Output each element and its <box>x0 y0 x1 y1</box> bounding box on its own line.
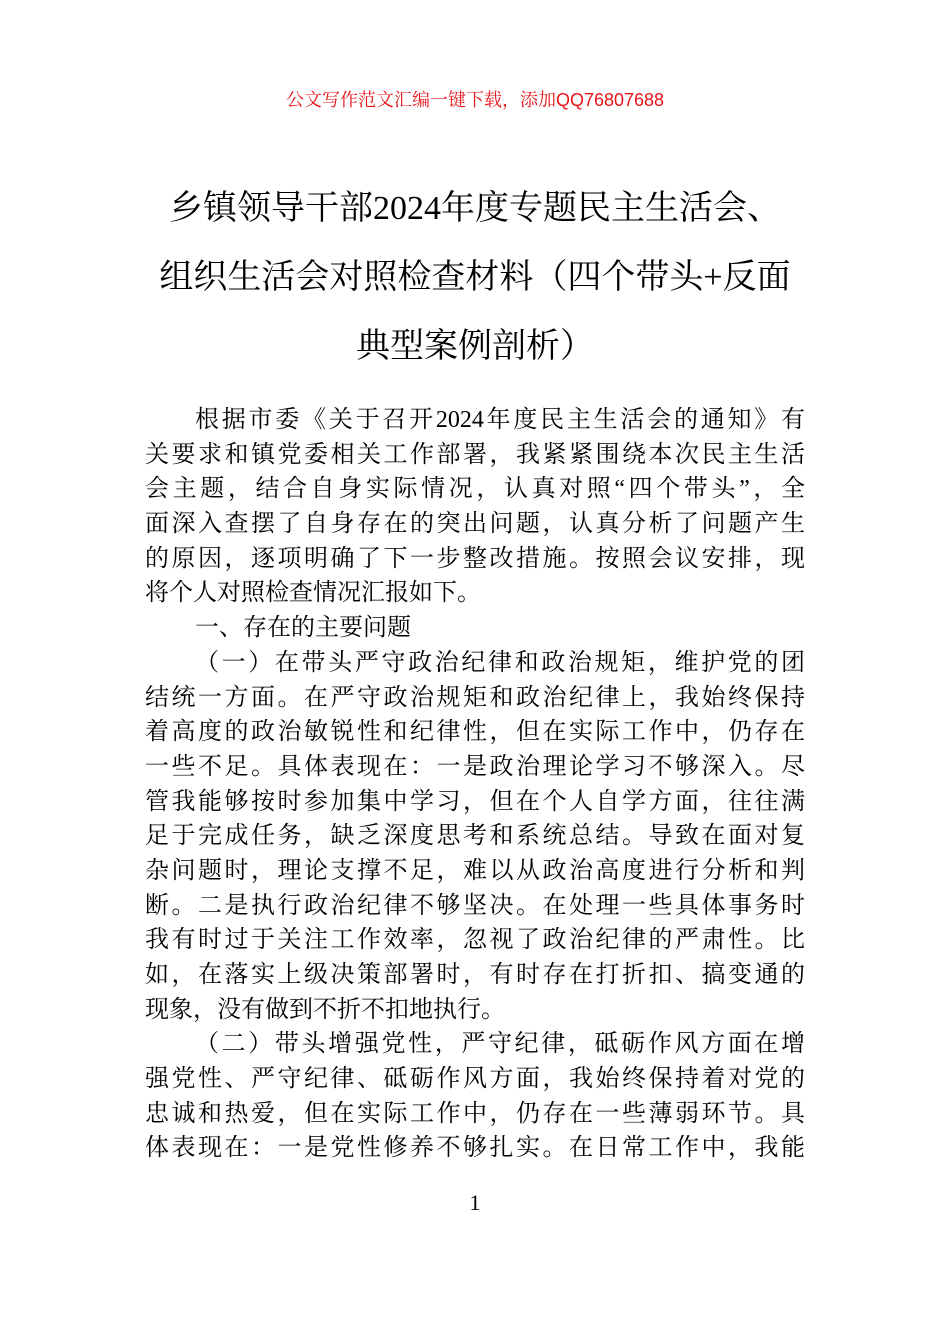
text-line: 面深入查摆了自身存在的突出问题，认真分析了问题产生 <box>145 511 805 538</box>
title-line: 典型案例剖析） <box>356 328 594 365</box>
title-line: 组织生活会对照检查材料（四个带头+反面 <box>159 259 791 296</box>
text-line: 一些不足。具体表现在：一是政治理论学习不够深入。尽 <box>145 753 805 780</box>
paragraph <box>145 1027 805 1166</box>
text-line: 关要求和镇党委相关工作部署，我紧紧围绕本次民主生活 <box>145 441 805 468</box>
text-line: 强党性、严守纪律、砥砺作风方面，我始终保持着对党的 <box>145 1066 805 1093</box>
text-line: 一、存在的主要问题 <box>195 615 411 642</box>
text-line: 断。二是执行政治纪律不够坚决。在处理一些具体事务时 <box>145 892 805 919</box>
text-line: 我有时过于关注工作效率，忽视了政治纪律的严肃性。比 <box>145 927 805 954</box>
text-line: 足于完成任务，缺乏深度思考和系统总结。导致在面对复 <box>145 823 805 850</box>
title-line: 乡镇领导干部2024年度专题民主生活会、 <box>169 190 781 227</box>
download-banner: 公文写作范文汇编一键下载，添加QQ76807688 <box>285 90 665 110</box>
text-line: 现象，没有做到不折不扣地执行。 <box>145 996 505 1023</box>
text-line: 管我能够按时参加集中学习，但在个人自学方面，往往满 <box>145 788 805 815</box>
paragraph <box>145 646 805 1028</box>
text-line: 会主题，结合自身实际情况，认真对照“四个带头”，全 <box>145 476 805 503</box>
text-line: 着高度的政治敏锐性和纪律性，但在实际工作中，仍存在 <box>145 719 805 746</box>
text-line: 根据市委《关于召开2024年度民主生活会的通知》有 <box>195 407 805 433</box>
document-body <box>145 403 805 1166</box>
text-line: 杂问题时，理论支撑不足，难以从政治高度进行分析和判 <box>145 857 805 884</box>
page-number: 1 <box>469 1190 481 1215</box>
text-line: 将个人对照检查情况汇报如下。 <box>145 580 481 607</box>
paragraph <box>145 611 805 646</box>
text-line: （一）在带头严守政治纪律和政治规矩，维护党的团 <box>195 649 805 676</box>
text-line: 结统一方面。在严守政治规矩和政治纪律上，我始终保持 <box>145 684 805 711</box>
text-line: 忠诚和热爱，但在实际工作中，仍存在一些薄弱环节。具 <box>145 1100 805 1127</box>
text-line: 体表现在：一是党性修养不够扎实。在日常工作中，我能 <box>145 1135 805 1162</box>
document-title <box>120 174 830 381</box>
paragraph <box>145 403 805 611</box>
text-line: 的原因，逐项明确了下一步整改措施。按照会议安排，现 <box>145 545 805 572</box>
text-line: 如，在落实上级决策部署时，有时存在打折扣、搞变通的 <box>145 962 805 988</box>
text-line: （二）带头增强党性，严守纪律，砥砺作风方面在增 <box>195 1031 805 1058</box>
